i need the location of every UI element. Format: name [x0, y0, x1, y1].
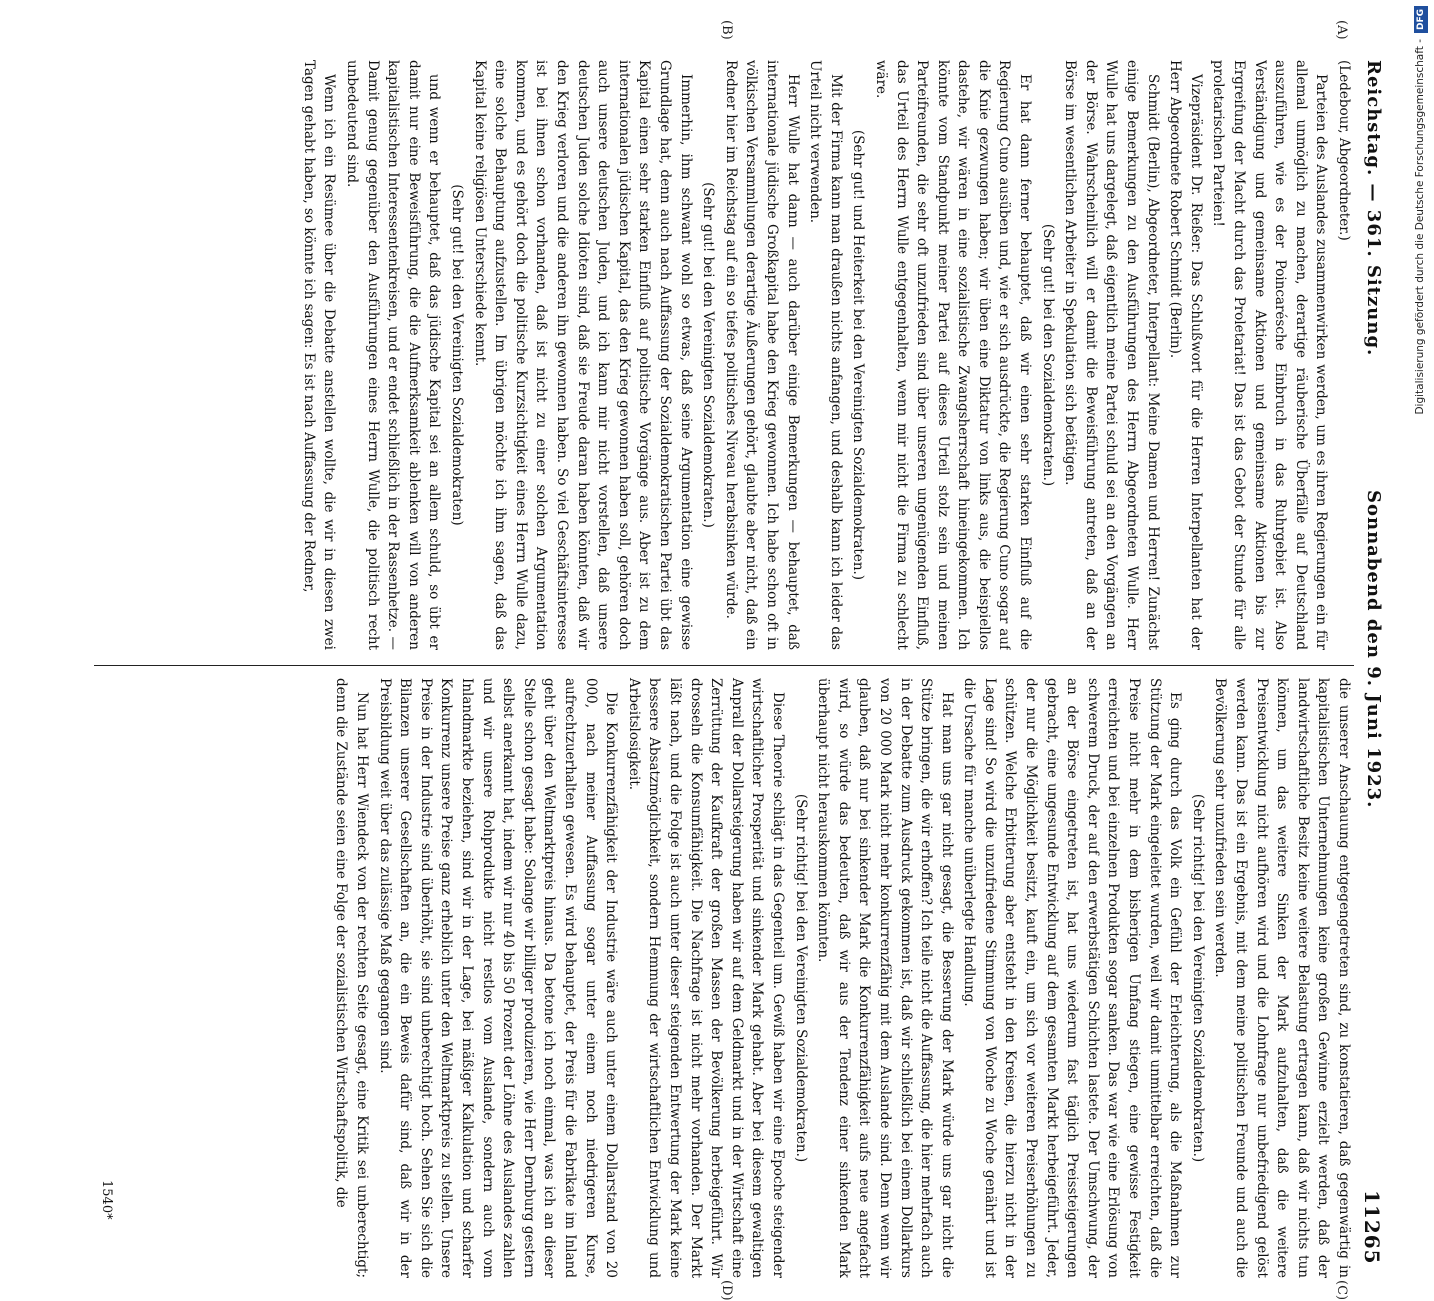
paragraph: Hat man uns gar nicht gesagt, die Besserung der Mark würde uns gar nicht die Stütze bringen, die wir erhoffen? Ich teile nicht die Auffassung, die hier mehrfach auch in der Debatte zum Ausdruck gekommen ist, daß wir schließlich bei einem Dollarkurs von 20 000 Mark nicht mehr konkurrenzfähig mit dem Auslande sind. Denn wenn wir glauben, daß nur bei sinkender Mark die Konkurrenzfähigkeit aufs neue angefacht wird, so würde das bedeuten, daß wir aus der Tendenz einer sinkenden Mark überhaupt nicht herauskommen könnten. [815, 678, 955, 1278]
credit-text: Digitalisierung gefördert durch die Deutsche Forschungsgemeinschaft - [1414, 39, 1426, 415]
margin-mark-a: (A) [1334, 20, 1349, 40]
interjection: (Sehr gut! bei den Vereinigten Sozialdemokraten) [449, 184, 466, 526]
paragraph: Mit der Firma kann man draußen nichts anfangen, und deshalb kann ich leider das Urteil nicht verwenden. [807, 60, 844, 650]
paragraph: Immerhin, ihm schwant wohl so etwas, daß seine Argumentation eine gewisse Grundlage hat, denn auch nach Auffassung der Sozialdemokratischen Partei übt das Kapital einen sehr starken Einfluß auf politische Vorgänge aus. Aber ist zu dem internationalen jüdischen Kapital, das den Krieg gewonnen haben soll, gehören doch auch unsere deutschen Juden, und ich kann mir nicht vorstellen, daß unsere deutschen Juden solche Idioten sind, daß sie Freude daran haben könnten, daß wir den Krieg verloren und die anderen ihn gewonnen haben. So viel Geschäftsinteresse ist bei ihnen schon vorhanden, daß ist nicht zu einer solchen Argumentation kommen, und es gehört doch die politische Kurzsichtigkeit eines Herrn Wulle dazu, eine solche Behauptung aufzustellen. Im übrigen möchte ich ihm sagen, daß das Kapital keine religiösen Unterschiede kennt. [471, 60, 694, 650]
right-column [94, 665, 1354, 1278]
paragraph: Diese Theorie schlägt in das Gegenteil um. Gewiß haben wir eine Epoche steigender wirtschaftlicher Prosperität und sinkender Mark gehabt. Aber bei diesem gewaltigen Anprall der Dollarsteigerung haben wir auf dem Geldmarkt und in der Wirtschaft eine Zerrüttung der Kaufkraft der großen Massen der Bevölkerung herbeigeführt. Wir drosseln die Konsumfähigkeit. Die Nachfrage ist nicht mehr vorhanden. Der Markt läßt nach, und die Folge ist auch unter dieser steigenden Entwertung der Mark keine bessere Absatzmöglichkeit, sondern Hemmung der wirtschaftlichen Entwicklung und Arbeitslosigkeit. [625, 678, 786, 1278]
header-date: Sonnabend den 9. Juni 1923. [1363, 490, 1384, 809]
paragraph: Er hat dann ferner behauptet, daß wir einen sehr starken Einfluß auf die Regierung Cuno ausüben und, wie er sich ausdrückte, die Regierung Cuno sogar auf die Knie gezwungen haben; wir üben eine Diktatur von links aus, die beispiellos dastehe, wir wären in eine sozialistische Zwangsherrschaft hineingekommen. Ich könnte vom Standpunkt meiner Partei auf dieses Urteil stolz sein und meinen Parteifreunden, die sehr oft unzufrieden sind über unseren ungenügenden Einfluß, das Urteil des Herrn Wulle entgegenhalten, wenn mir nicht die Firma zu schlecht wäre. [872, 60, 1034, 650]
interjection: (Sehr gut! bei den Sozialdemokraten.) [1039, 223, 1056, 487]
paragraph: Wenn ich ein Resümee über die Debatte anstellen wollte, die wir in diesen zwei Tagen gehabt haben, so könnte ich sagen: Es ist nach Auffassung der Redner, [300, 60, 338, 650]
paragraph: Nun hat Herr Wiendeck von der rechten Seite gesagt, eine Kritik sei unberechtigt; denn die Zustände seien eine Folge der sozialistischen Wirtschaftspolitik, die [333, 678, 371, 1278]
header-left: Reichstag. — 361. Sitzung. [1363, 60, 1384, 357]
paragraph: und wenn er behauptet, daß das jüdische Kapital sei an allem schuld, so übt er damit nur eine Beweisführung, die die Aufmerksamkeit ablenken will von anderen kapitalistischen Interessentenkreisen, und er endet schließlich in der Rassenhetze. — Damit genug gegenüber den Ausführungen eines Herrn Wulle, die politisch recht unbedeutend sind. [344, 60, 443, 650]
page-number: 11265 [1360, 1190, 1384, 1265]
margin-mark-d: (D) [719, 1280, 734, 1301]
left-column [94, 60, 1354, 650]
credit-text-wrapper [1409, 6, 1431, 986]
paragraph: die unserer Anschauung entgegengetreten sind, zu konstatieren, daß gegenwärtig in kapitalistischen Unternehmungen keine großen Gewinne erzielt werden, daß der landwirtschaftliche Besitz keine weitere Belastung ertragen kann, daß wir nichts tun können, um das weitere Sinken der Mark aufzuhalten, daß die weitere Preisentwicklung nicht aufhören wird und die Lohnfrage nur unbefriedigend gelöst werden kann. Das ist ein Ergebnis, mit dem meine politischen Freunde und auch die Bevölkerung sehr unzufrieden sein werden. [1212, 678, 1352, 1278]
paragraph: Schmidt (Berlin), Abgeordneter, Interpellant: Meine Damen und Herren! Zunächst einige Bemerkungen zu den Ausführungen des Herrn Abgeordneten Wulle. Herr Wulle hat uns dargelegt, daß eigentlich meine Partei schuld sei an den Vorgängen an der Börse. Wahrscheinlich will er damit die Beweisführung antreten, daß an der Börse im wesentlichen Arbeiter in Spekulation sich betätigen. [1062, 60, 1161, 650]
paragraph: Es ging durch das Volk ein Gefühl der Erleichterung, als die Maßnahmen zur Stützung der Mark eingeleitet wurden, weil wir damit unmittelbar erreichten, daß die Preise nicht mehr in dem bisherigen Umfang stiegen, eine gewisse Festigkeit erreichten und bei einzelnen Produkten sogar sanken. Das war wie eine Erlösung von schwerem Druck, der auf den erwerbstätigen Schichten lastete. Der Umschwung, der an der Börse eingetreten ist, hat uns wiederum fast täglich Preissteigerungen gebracht, eine ungesunde Entwicklung auf dem gesamten Markt herbeigeführt. Jeder, der nur die Möglichkeit besitzt, kauft ein, um sich vor weiteren Preiserhöhungen zu schützen. Welche Erbitterung aber entsteht in den Kreisen, die hierzu nicht in der Lage sind! So wird die unzufriedene Stimmung von Woche zu Woche genährt und ist die Ursache für manche unüberlegte Handlung. [961, 678, 1184, 1278]
margin-mark-c: (C) [1334, 1280, 1349, 1301]
margin-mark-b: (B) [719, 20, 734, 40]
page-code: 1540* [99, 1180, 114, 1220]
interjection: (Sehr gut! bei den Vereinigten Sozialdemokraten.) [700, 182, 717, 528]
interjection: (Sehr richtig! bei den Vereinigten Sozialdemokraten.) [1189, 793, 1206, 1163]
paragraph: Die Konkurrenzfähigkeit der Industrie wäre auch unter einem Dollarstand von 20 000, nach meiner Auffassung sogar unter einem noch niedrigeren Kurse, aufrechtzuerhalten gewesen. Es wird behauptet, der Preis für die Fabrikate im Inland geht über den Weltmarktpreis hinaus. Da betone ich noch einmal, was ich an dieser Stelle schon gesagt habe: Solange wir billiger produzieren, wie Herr Dernburg gestern selbst anerkannt hat, indem wir nur 40 bis 50 Prozent der Löhne des Auslandes zahlen und wir unsere Rohprodukte nicht restlos vom Auslande, sondern auch vom Inlandmarkte beziehen, sind wir in der Lage, bei mäßiger Kalkulation und scharfer Konkurrenz unsere Preise ganz erheblich unter den Weltmarktpreis zu stellen. Unsere Preise in der Industrie sind überhöht, sie sind unberechtigt hoch. Sehen Sie sich die Bilanzen unserer Gesellschaften an, die ein Beweis dafür sind, daß wir in der Preisbildung weit über das zulässige Maß gegangen sind. [376, 678, 620, 1278]
paragraph: Herr Wulle hat dann — auch darüber einige Bemerkungen — behauptet, daß internationale jüdische Großkapital habe den Krieg gewonnen. Ich habe schon oft in völkischen Versammlungen derartige Äußerungen gehört, glaubte aber nicht, daß ein Redner hier im Reichstag auf ein so tiefes politisches Niveau herabsinken würde. [722, 60, 801, 650]
paragraph: (Ledebour, Abgeordneter.) [1336, 60, 1352, 241]
page-header [1354, 60, 1384, 1280]
paragraph: Parteien des Auslandes zusammenwirken werden, um es ihren Regierungen ein für allemal unmöglich zu machen, derartige räuberische Überfälle auf Deutschland auszuführen, wie es der Poincarésche Einbruch in das Ruhrgebiet ist. Also Verständigung und gemeinsame Aktionen und gemeinsame Aktionen bis zur Ergreifung der Macht durch das Proletariat! Das ist das Gebot der Stunde für alle proletarischen Parteien! [1210, 60, 1330, 650]
digitization-credit [1409, 6, 1431, 994]
dfg-logo: DFG [1414, 6, 1428, 33]
paragraph: Vizepräsident Dr. Rießer: Das Schlußwort für die Herren Interpellanten hat der Herr Abgeordnete Robert Schmidt (Berlin). [1167, 60, 1204, 650]
interjection: (Sehr richtig! bei den Vereinigten Sozialdemokraten.) [792, 793, 809, 1163]
interjection: (Sehr gut! und Heiterkeit bei den Vereinigten Sozialdemokraten.) [850, 129, 867, 581]
